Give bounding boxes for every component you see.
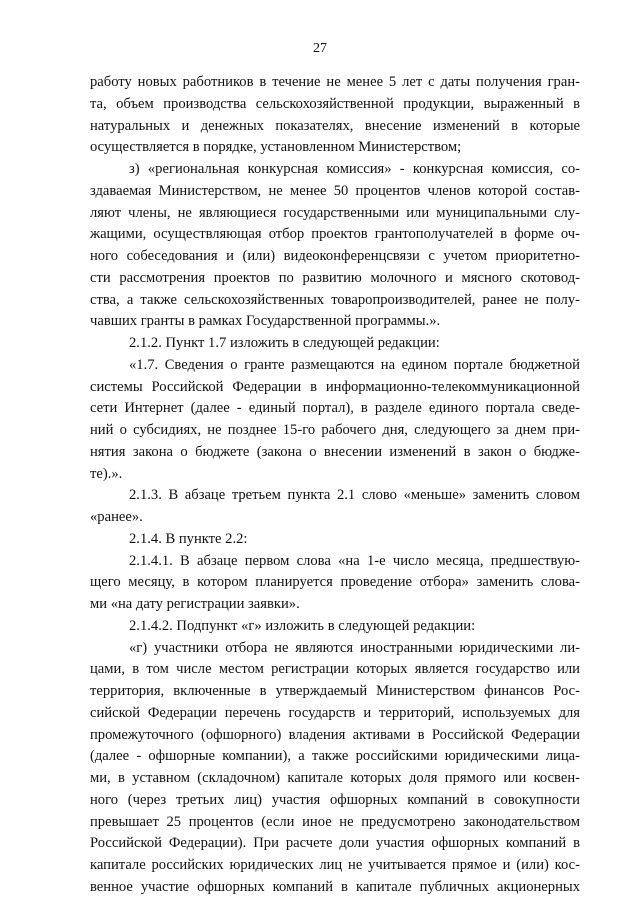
text-line: сийской Федерации перечень государств и территорий, используемых для xyxy=(90,704,580,721)
text-line: «1.7. Сведения о гранте размещаются на едином портале бюджетной xyxy=(129,356,580,373)
text-line: капитале российских юридических лиц не учитывается прямое и (или) кос- xyxy=(90,857,580,873)
text-line: ми «на дату регистрации заявки». xyxy=(90,596,300,612)
text-line: осуществляется в порядке, установленном Министерством; xyxy=(90,139,462,156)
text-line: здаваемая Министерством, не менее 50 процентов членов которой состав- xyxy=(90,182,580,199)
text-line: территория, включенные в утверждаемый Министерством финансов Рос- xyxy=(90,683,580,699)
document-body xyxy=(90,72,580,899)
text-line: венное участие офшорных компаний в капитале публичных акционерных xyxy=(90,878,580,895)
text-line: сети Интернет (далее - единый портал), в разделе единого портала сведе- xyxy=(90,400,580,417)
text-line: ства, а также сельскохозяйственных товаропроизводителей, ранее не полу- xyxy=(90,291,580,308)
text-line: (далее - офшорные компании), а также российскими юридическими лица- xyxy=(90,748,580,765)
text-line: ляют члены, не являющиеся государственными или муниципальными слу- xyxy=(90,204,580,221)
page-number: 27 xyxy=(313,41,327,56)
text-line: 2.1.2. Пункт 1.7 изложить в следующей редакции: xyxy=(129,335,440,351)
text-line: нятия закона о бюджете (закона о внесении изменений в закон о бюдже- xyxy=(90,443,580,460)
text-line: Российской Федерации). При расчете доли участия офшорных компаний в xyxy=(90,835,580,852)
text-line: щего месяцу, в котором планируется проведение отбора» заменить слова- xyxy=(90,574,580,591)
text-line: жащими, осуществляющая отбор проектов грантополучателей в форме оч- xyxy=(90,226,580,243)
text-line: цами, в том числе местом регистрации которых является государство или xyxy=(90,661,580,678)
text-line: та, объем производства сельскохозяйственной продукции, выраженный в xyxy=(90,95,580,112)
text-line: ного (через третьих лиц) участия офшорных компаний в совокупности xyxy=(90,791,580,808)
text-line: системы Российской Федерации в информационно-телекоммуникационной xyxy=(90,378,580,395)
text-line: ний о субсидиях, не позднее 15-го рабочего дня, следующего за днем при- xyxy=(90,422,580,438)
text-line: натуральных и денежных показателях, внесение изменений в которые xyxy=(90,117,580,134)
text-line: 2.1.4. В пункте 2.2: xyxy=(129,530,248,547)
text-line: «ранее». xyxy=(90,509,143,525)
text-line: те).». xyxy=(90,465,123,482)
text-line: промежуточного (офшорного) владения активами в Российской Федерации xyxy=(90,726,580,743)
text-line: работу новых работников в течение не менее 5 лет с даты получения гран- xyxy=(90,74,580,90)
text-line: ного собеседования и (или) видеоконференцсвязи с учетом приоритетно- xyxy=(90,248,580,264)
text-line: 2.1.4.1. В абзаце первом слова «на 1-е число месяца, предшествую- xyxy=(129,552,580,569)
text-line: превышает 25 процентов (если иное не предусмотрено законодательством xyxy=(90,813,580,830)
text-line: з) «региональная конкурсная комиссия» - конкурсная комиссия, со- xyxy=(129,161,580,177)
text-line: ми, в уставном (складочном) капитале которых доля прямого или косвен- xyxy=(90,770,580,786)
text-line: 2.1.4.2. Подпункт «г» изложить в следующей редакции: xyxy=(129,617,476,634)
text-line: чавших гранты в рамках Государственной программы.». xyxy=(90,313,441,330)
text-line: сти рассмотрения проектов по развитию молочного и мясного скотовод- xyxy=(90,269,580,286)
text-line: 2.1.3. В абзаце третьем пункта 2.1 слово «меньше» заменить словом xyxy=(129,487,580,504)
text-line: «г) участники отбора не являются иностранными юридическими ли- xyxy=(129,639,580,656)
